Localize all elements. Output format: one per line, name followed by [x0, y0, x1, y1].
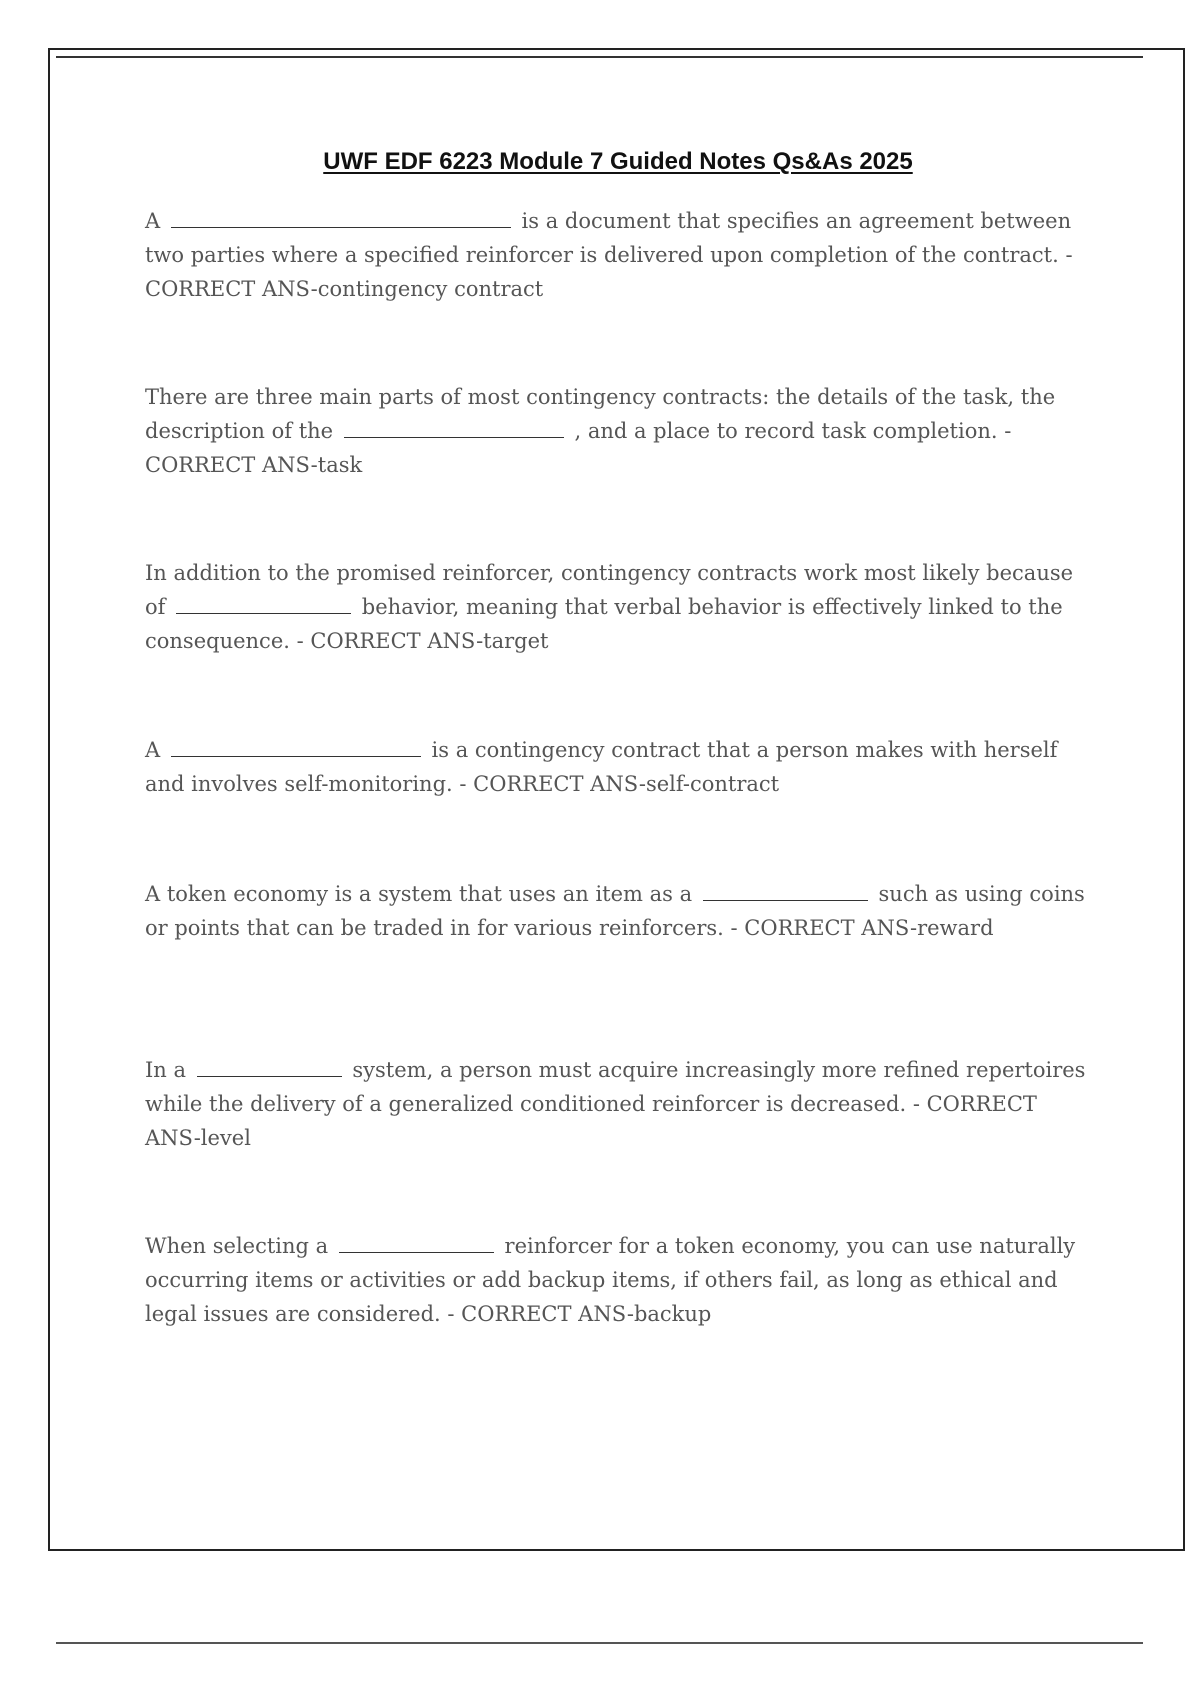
- answer-blank: [339, 1232, 494, 1253]
- answer-blank: [171, 207, 511, 228]
- qa-item-7: When selecting a reinforcer for a token economy, you can use naturally occurring items or activities or add backup items, if others fail, as long as ethical and legal issues are considered. - CORRECT ANS-backup: [145, 1234, 1076, 1326]
- answer-blank: [176, 593, 351, 614]
- qa-item-2: There are three main parts of most contingency contracts: the details of the task, the description of the , and a place to record task completion. - CORRECT ANS-task: [145, 385, 1056, 477]
- qa-item-6: In a system, a person must acquire increasingly more refined repertoires while the delivery of a generalized conditioned reinforcer is decreased. - CORRECT ANS-level: [145, 1058, 1086, 1150]
- bottom-rule: [56, 1642, 1143, 1644]
- qa-item-5: A token economy is a system that uses an item as a such as using coins or points that can be traded in for various reinforcers. - CORRECT ANS-reward: [145, 882, 1085, 940]
- qa-item-4: A is a contingency contract that a person makes with herself and involves self-monitoring. - CORRECT ANS-self-contract: [145, 738, 1058, 796]
- answer-blank: [344, 417, 564, 438]
- answer-blank: [171, 736, 421, 757]
- top-rule: [56, 56, 1143, 58]
- qa-item-3: In addition to the promised reinforcer, contingency contracts work most likely because of behavior, meaning that verbal behavior is effectively linked to the consequence. - CORRECT ANS-target: [145, 561, 1074, 653]
- document-title: UWF EDF 6223 Module 7 Guided Notes Qs&As 2025: [323, 148, 913, 175]
- qa-item-1: A is a document that specifies an agreement between two parties where a specified reinforcer is delivered upon completion of the contract. - CORRECT ANS-contingency contract: [145, 209, 1073, 301]
- answer-blank: [703, 880, 868, 901]
- answer-blank: [197, 1056, 342, 1077]
